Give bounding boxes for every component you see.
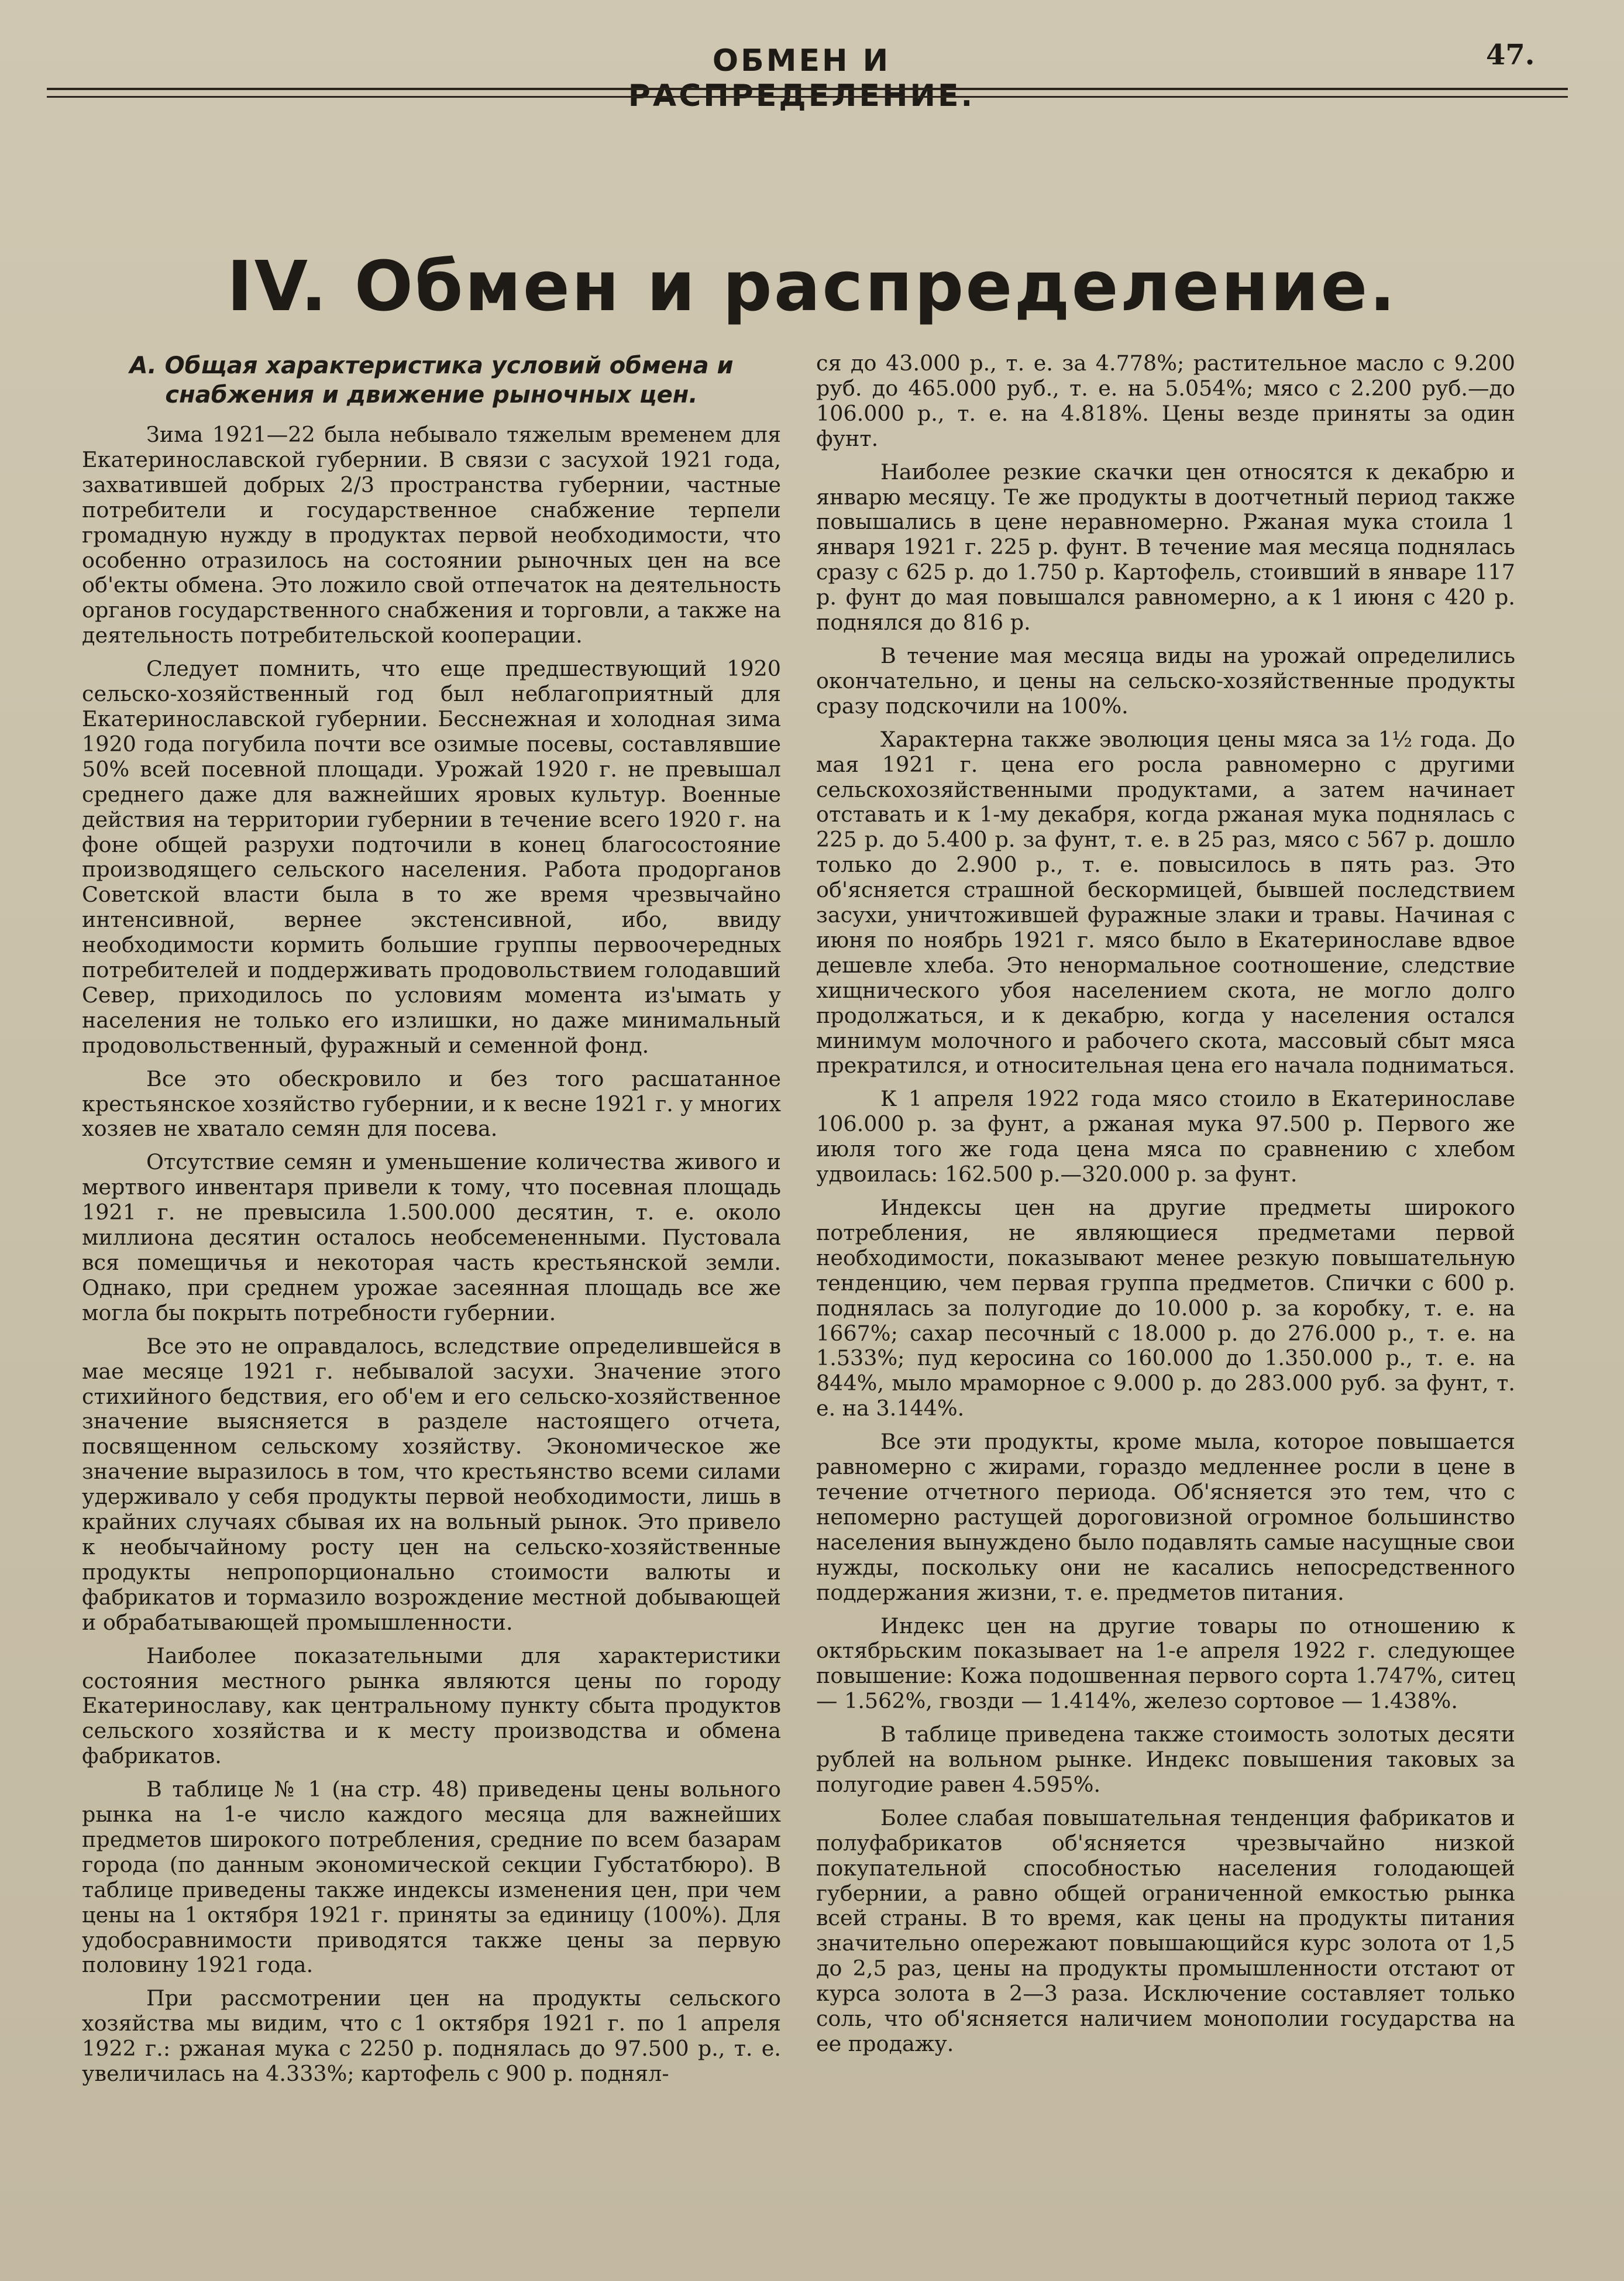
section-heading: А. Общая характеристика условий обмена и снабжения и движение рыночных цен.	[129, 352, 734, 408]
right-column	[816, 351, 1515, 2057]
running-header	[0, 30, 1624, 114]
paragraph: Индекс цен на другие товары по отношению к октябрьским показывает на 1-е апреля 1922 г. следующее повышение: Кожа подошвенная первого сорта 1.747%, ситец — 1.562%, гвозди — 1.414%, железо сортовое — 1.438%.	[816, 1613, 1515, 1714]
paragraph: Все это не оправдалось, вследствие определившейся в мае месяце 1921 г. небывалой засухи. Значение этого стихийного бедствия, его об'ем и его сельско-хозяйственное значение выясняется в разделе настоящего отчета, посвященном сельскому хозяйству. Экономическое же значение выразилось в том, что крестьянство всеми силами удерживало у себя продукты первой необходимости, лишь в крайних случаях сбывая их на вольный рынок. Это привело к необычайному росту цен на сельско-хозяйственные продукты непропорционально стоимости валюты и фабрикатов и тормазило возрождение местной добывающей и обрабатывающей промышленности.	[82, 1333, 781, 1635]
paragraph: Индексы цен на другие предметы широкого потребления, не являющиеся предметами первой необходимости, показывают менее резкую повышательную тенденцию, чем первая группа предметов. Спички с 600 р. поднялась за полугодие до 10.000 р. за коробку, т. е. на 1667%; сахар песочный с 18.000 р. до 276.000 р., т. е. на 1.533%; пуд керосина со 160.000 до 1.350.000 р., т. е. на 844%, мыло мраморное с 9.000 р. до 283.000 руб. за фунт, т. е. на 3.144%.	[816, 1195, 1515, 1421]
paragraph: Все эти продукты, кроме мыла, которое повышается равномерно с жирами, гораздо медленнее росли в цене в течение отчетного периода. Об'ясняется это тем, что с непомерно растущей дороговизной огромное большинство населения вынуждено было подавлять самые насущные свои нужды, поскольку они не касались непосредственного поддержания жизни, т. е. предметов питания.	[816, 1429, 1515, 1605]
paragraph: В таблице приведена также стоимость золотых десяти рублей на вольном рынке. Индекс повышения таковых за полугодие равен 4.595%.	[816, 1722, 1515, 1797]
chapter-title: IV. Обмен и распределение.	[226, 246, 1398, 327]
paragraph: Отсутствие семян и уменьшение количества живого и мертвого инвентаря привели к тому, что посевная площадь 1921 г. не превысила 1.500.000 десятин, т. е. около миллиона десятин осталось необсемененными. Пустовала вся помещичья и некоторая часть крестьянской земли. Однако, при среднем урожае засеянная площадь все же могла бы покрыть потребности губернии.	[82, 1149, 781, 1325]
left-column	[82, 351, 781, 2087]
paragraph: Характерна также эволюция цены мяса за 1½ года. До мая 1921 г. цена его росла равномерно с другими сельскохозяйственными продуктами, а затем начинает отставать и к 1-му декабря, когда ржаная мука поднялась с 225 р. до 5.400 р. за фунт, т. е. в 25 раз, мясо с 567 р. дошло только до 2.900 р., т. е. повысилось в пять раз. Это об'ясняется страшной бескормицей, бывшей последствием засухи, уничтожившей фуражные злаки и травы. Начиная с июня по ноябрь 1921 г. мясо было в Екатеринославе вдвое дешевле хлеба. Это ненормальное соотношение, следствие хищнического убоя населением скота, не могло долго продолжаться, и к декабрю, когда у населения остался минимум молочного и рабочего скота, массовый сбыт мяса прекратился, и относительная цена его начала подниматься.	[816, 726, 1515, 1078]
paragraph-continued: ся до 43.000 р., т. е. за 4.778%; растительное масло с 9.200 руб. до 465.000 руб., т. е. на 5.054%; мясо с 2.200 руб.—до 106.000 р., т. е. на 4.818%. Цены везде приняты за один фунт.	[816, 351, 1515, 451]
running-title: ОБМЕН И РАСПРЕДЕЛЕНИЕ.	[628, 43, 975, 114]
paragraph: Наиболее показательными для характеристики состояния местного рынка являются цены по городу Екатеринославу, как центральному пункту сбыта продуктов сельского хозяйства и к месту производства и обмена фабрикатов.	[82, 1643, 781, 1769]
paragraph: Наиболее резкие скачки цен относятся к декабрю и январю месяцу. Те же продукты в доотчетный период также повышались в цене неравномерно. Ржаная мука стоила 1 января 1921 г. 225 р. фунт. В течение мая месяца поднялась сразу с 625 р. до 1.750 р. Картофель, стоивший в январе 117 р. фунт до мая повышался равномерно, а к 1 июня с 420 р. поднялся до 816 р.	[816, 459, 1515, 635]
paragraph: К 1 апреля 1922 года мясо стоило в Екатеринославе 106.000 р. за фунт, а ржаная мука 97.500 р. Первого же июля того же года цена мяса по сравнению с хлебом удвоилась: 162.500 р.—320.000 р. за фунт.	[816, 1086, 1515, 1187]
paragraph: В течение мая месяца виды на урожай определились окончательно, и цены на сельско-хозяйственные продукты сразу подскочили на 100%.	[816, 643, 1515, 719]
paragraph: При рассмотрении цен на продукты сельского хозяйства мы видим, что с 1 октября 1921 г. по 1 апреля 1922 г.: ржаная мука с 2250 р. поднялась до 97.500 р., т. е. увеличилась на 4.333%; картофель с 900 р. поднял-	[82, 1985, 781, 2087]
paragraph: Зима 1921—22 была небывало тяжелым временем для Екатеринославской губернии. В связи с засухой 1921 года, захватившей добрых 2/3 пространства губернии, частные потребители и государственное снабжение терпели громадную нужду в продуктах первой необходимости, что особенно отразилось на состоянии рыночных цен на все об'екты обмена. Это ложило свой отпечаток на деятельность органов государственного снабжения и торговли, а также на деятельность потребительской кооперации.	[82, 422, 781, 648]
paragraph: Все это обескровило и без того расшатанное крестьянское хозяйство губернии, и к весне 1921 г. у многих хозяев не хватало семян для посева.	[82, 1066, 781, 1142]
paragraph: Более слабая повышательная тенденция фабрикатов и полуфабрикатов об'ясняется чрезвычайно низкой покупательной способностью населения голодающей губернии, а равно общей ограниченной емкостью рынка всей страны. В то время, как цены на продукты питания значительно опережают повышающийся курс золота от 1,5 до 2,5 раз, цены на продукты промышленности отстают от курса золота в 2—3 раза. Исключение составляет только соль, что об'ясняется наличием монополии государства на ее продажу.	[816, 1805, 1515, 2056]
page-number: 47.	[1486, 39, 1535, 71]
paragraph: В таблице № 1 (на стр. 48) приведены цены вольного рынка на 1-е число каждого месяца для важнейших предметов широкого потребления, средние по всем базарам города (по данным экономической секции Губстатбюро). В таблице приведены также индексы изменения цен, при чем цены на 1 октября 1921 г. приняты за единицу (100%). Для удобосравнимости приводятся также цены за первую половину 1921 года.	[82, 1777, 781, 1978]
header-rule	[47, 88, 1568, 98]
paragraph: Следует помнить, что еще предшествующий 1920 сельско-хозяйственный год был неблагоприятный для Екатеринославской губернии. Бесснежная и холодная зима 1920 года погубила почти все озимые посевы, составлявшие 50% всей посевной площади. Урожай 1920 г. не превышал среднего даже для важнейших яровых культур. Военные действия на территории губернии в течение всего 1920 г. на фоне общей разрухи подточили в конец благосостояние производящего сельского населения. Работа продорганов Советской власти была в то же время чрезвычайно интенсивной, вернее экстенсивной, ибо, ввиду необходимости кормить большие группы первоочередных потребителей и поддерживать продовольствием голодавший Север, приходилось по условиям момента из'ымать у населения не только его излишки, но даже минимальный продовольственный, фуражный и семенной фонд.	[82, 656, 781, 1058]
